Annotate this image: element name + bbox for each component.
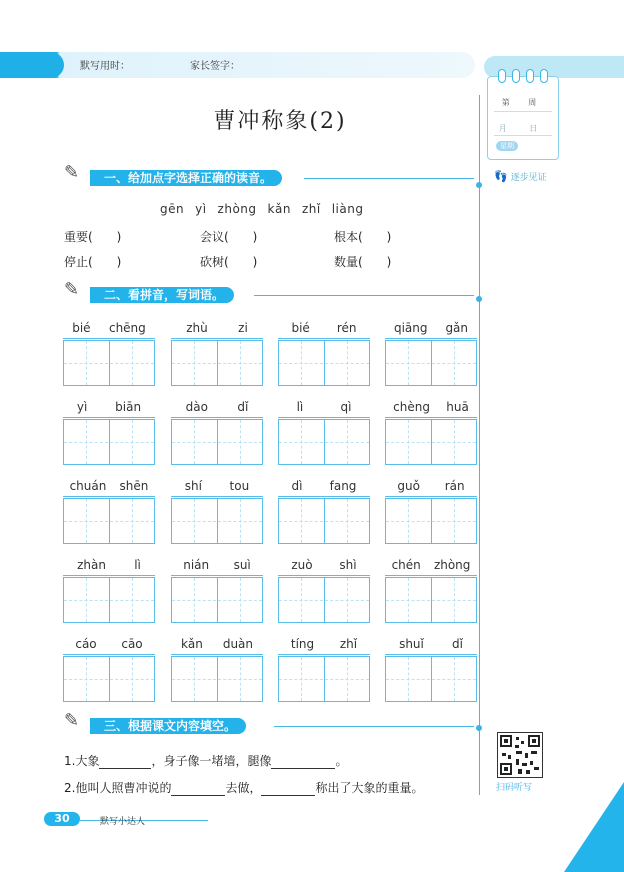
fill-line-2: 2.他叫人照曹冲说的 去做， 称出了大象的重量。	[64, 781, 424, 795]
writing-box[interactable]	[278, 498, 370, 544]
word-pinyin	[385, 397, 477, 418]
word-cell[interactable]	[278, 476, 370, 546]
pinyin-syllable: qì	[340, 400, 352, 414]
writing-box[interactable]	[171, 577, 263, 623]
word-cell[interactable]	[171, 555, 263, 625]
pinyin-syllable: zi	[238, 321, 248, 335]
word-pinyin	[171, 397, 263, 418]
word-cell[interactable]	[385, 397, 477, 467]
writing-box[interactable]	[278, 577, 370, 623]
fill-line-1: 1.大象 ，身子像一堵墙，腿像 。	[64, 754, 348, 768]
section2-header	[64, 279, 474, 305]
writing-box[interactable]	[171, 656, 263, 702]
pinyin-syllable: dǐ	[451, 637, 463, 651]
pinyin-syllable: zhù	[186, 321, 208, 335]
pencil-icon: ✎	[64, 279, 80, 300]
page-title: 曹冲称象(2)	[213, 109, 347, 134]
pencil-icon: ✎	[64, 710, 80, 731]
pinyin-syllable: tíng	[290, 637, 315, 651]
choice-item[interactable]: 会议( )	[200, 230, 258, 244]
pinyin-syllable: zhǐ	[339, 637, 358, 651]
choice-item[interactable]: 停止( )	[64, 255, 122, 269]
writing-box[interactable]	[63, 498, 155, 544]
pinyin-syllable: guǒ	[397, 479, 420, 493]
word-pinyin	[385, 555, 477, 576]
word-pinyin	[385, 634, 477, 655]
word-pinyin	[278, 318, 370, 339]
pinyin-syllable: dǐ	[237, 400, 249, 414]
word-pinyin	[278, 634, 370, 655]
pinyin-syllable: cāo	[121, 637, 143, 651]
page-number: 30	[44, 812, 80, 826]
pinyin-syllable: gǎn	[445, 321, 469, 335]
word-cell[interactable]	[63, 397, 155, 467]
word-cell[interactable]	[171, 476, 263, 546]
word-cell[interactable]	[171, 318, 263, 388]
section3-header	[64, 710, 474, 736]
steps-caption: 👣 逐步见证	[494, 170, 547, 183]
word-cell[interactable]	[278, 555, 370, 625]
word-cell[interactable]	[278, 318, 370, 388]
word-pinyin	[278, 476, 370, 497]
word-pinyin	[278, 397, 370, 418]
pinyin-syllable: lì	[134, 558, 141, 572]
pinyin-syllable: kǎn	[180, 637, 203, 651]
writing-box[interactable]	[385, 498, 477, 544]
pinyin-syllable: fang	[329, 479, 357, 493]
writing-box[interactable]	[63, 656, 155, 702]
pinyin-syllable: biān	[115, 400, 142, 414]
choice-item[interactable]: 砍树( )	[200, 255, 258, 269]
section2-heading: 二、看拼音，写词语。	[90, 287, 234, 303]
pinyin-syllable: dào	[185, 400, 208, 414]
writing-box[interactable]	[63, 577, 155, 623]
pinyin-syllable: zhàn	[77, 558, 106, 572]
pinyin-syllable: tou	[229, 479, 250, 493]
pinyin-syllable: duàn	[222, 637, 254, 651]
pinyin-syllable: cáo	[75, 637, 97, 651]
qr-code[interactable]	[497, 732, 543, 778]
word-cell[interactable]	[385, 555, 477, 625]
pinyin-syllable: shēn	[119, 479, 149, 493]
word-pinyin	[63, 397, 155, 418]
word-pinyin	[171, 634, 263, 655]
word-pinyin	[385, 476, 477, 497]
word-cell[interactable]	[278, 634, 370, 704]
word-pinyin	[278, 555, 370, 576]
word-cell[interactable]	[385, 476, 477, 546]
word-pinyin	[171, 555, 263, 576]
writing-box[interactable]	[385, 656, 477, 702]
section3-heading: 三、根据课文内容填空。	[90, 718, 246, 734]
pinyin-syllable: bié	[72, 321, 91, 335]
pinyin-syllable: rén	[336, 321, 357, 335]
section1-header	[64, 162, 474, 188]
book-name: 默写小达人	[100, 817, 146, 827]
margin-dot	[476, 296, 482, 302]
blank[interactable]	[271, 756, 335, 769]
right-margin-line	[479, 95, 480, 795]
pinyin-syllable: nián	[183, 558, 210, 572]
pinyin-syllable: yì	[76, 400, 88, 414]
writing-box[interactable]	[63, 419, 155, 465]
writing-box[interactable]	[171, 419, 263, 465]
choice-item[interactable]: 数量( )	[334, 255, 392, 269]
pinyin-syllable: huā	[446, 400, 469, 414]
pinyin-syllable: chuán	[69, 479, 107, 493]
word-pinyin	[63, 634, 155, 655]
pinyin-syllable: shì	[339, 558, 357, 572]
pinyin-syllable: qiāng	[393, 321, 428, 335]
pinyin-syllable: chén	[391, 558, 421, 572]
word-pinyin	[171, 318, 263, 339]
blank[interactable]	[99, 756, 151, 769]
pinyin-syllable: chēng	[108, 321, 146, 335]
writing-box[interactable]	[385, 419, 477, 465]
word-cell[interactable]	[171, 634, 263, 704]
word-cell[interactable]	[63, 555, 155, 625]
word-pinyin	[385, 318, 477, 339]
date-label: 月 日	[498, 124, 548, 133]
pinyin-options: gēn yì zhòng kǎn zhǐ liàng	[160, 202, 364, 216]
pinyin-syllable: suì	[233, 558, 251, 572]
margin-dot	[476, 182, 482, 188]
word-pinyin	[63, 555, 155, 576]
word-cell[interactable]	[385, 318, 477, 388]
parent-sign-label: 家长签字：	[190, 61, 240, 72]
word-cell[interactable]	[278, 397, 370, 467]
choice-item[interactable]: 根本( )	[334, 230, 392, 244]
pinyin-syllable: bié	[291, 321, 310, 335]
pinyin-syllable: shí	[184, 479, 202, 493]
writing-box[interactable]	[278, 340, 370, 386]
pinyin-syllable: zhòng	[433, 558, 471, 572]
pinyin-syllable: zuò	[291, 558, 313, 572]
word-pinyin	[63, 476, 155, 497]
writing-box[interactable]	[63, 340, 155, 386]
pinyin-syllable: rán	[444, 479, 465, 493]
blank[interactable]	[261, 783, 315, 796]
word-pinyin	[63, 318, 155, 339]
dictation-time-label: 默写用时：	[80, 61, 130, 72]
footprint-icon: 👣	[494, 170, 508, 183]
weekday-pill: 星期	[496, 141, 518, 151]
writing-box[interactable]	[385, 577, 477, 623]
word-cell[interactable]	[171, 397, 263, 467]
section1-heading: 一、给加点字选择正确的读音。	[90, 170, 282, 186]
qr-label: 扫码听写	[496, 783, 533, 793]
writing-box[interactable]	[171, 340, 263, 386]
margin-dot	[476, 725, 482, 731]
writing-box[interactable]	[278, 419, 370, 465]
pinyin-syllable: chèng	[393, 400, 430, 414]
word-cell[interactable]	[63, 634, 155, 704]
choice-item[interactable]: 重要( )	[64, 230, 122, 244]
word-cell[interactable]	[63, 476, 155, 546]
pinyin-syllable: lì	[296, 400, 304, 414]
pencil-icon: ✎	[64, 162, 80, 183]
corner-decoration	[564, 782, 624, 872]
writing-box[interactable]	[278, 656, 370, 702]
pinyin-syllable: shuǐ	[399, 637, 424, 651]
pinyin-syllable: dì	[291, 479, 303, 493]
blank[interactable]	[171, 783, 225, 796]
week-label: 第 周	[501, 98, 545, 107]
word-cell[interactable]	[385, 634, 477, 704]
word-cell[interactable]	[63, 318, 155, 388]
word-pinyin	[171, 476, 263, 497]
writing-box[interactable]	[171, 498, 263, 544]
writing-box[interactable]	[385, 340, 477, 386]
